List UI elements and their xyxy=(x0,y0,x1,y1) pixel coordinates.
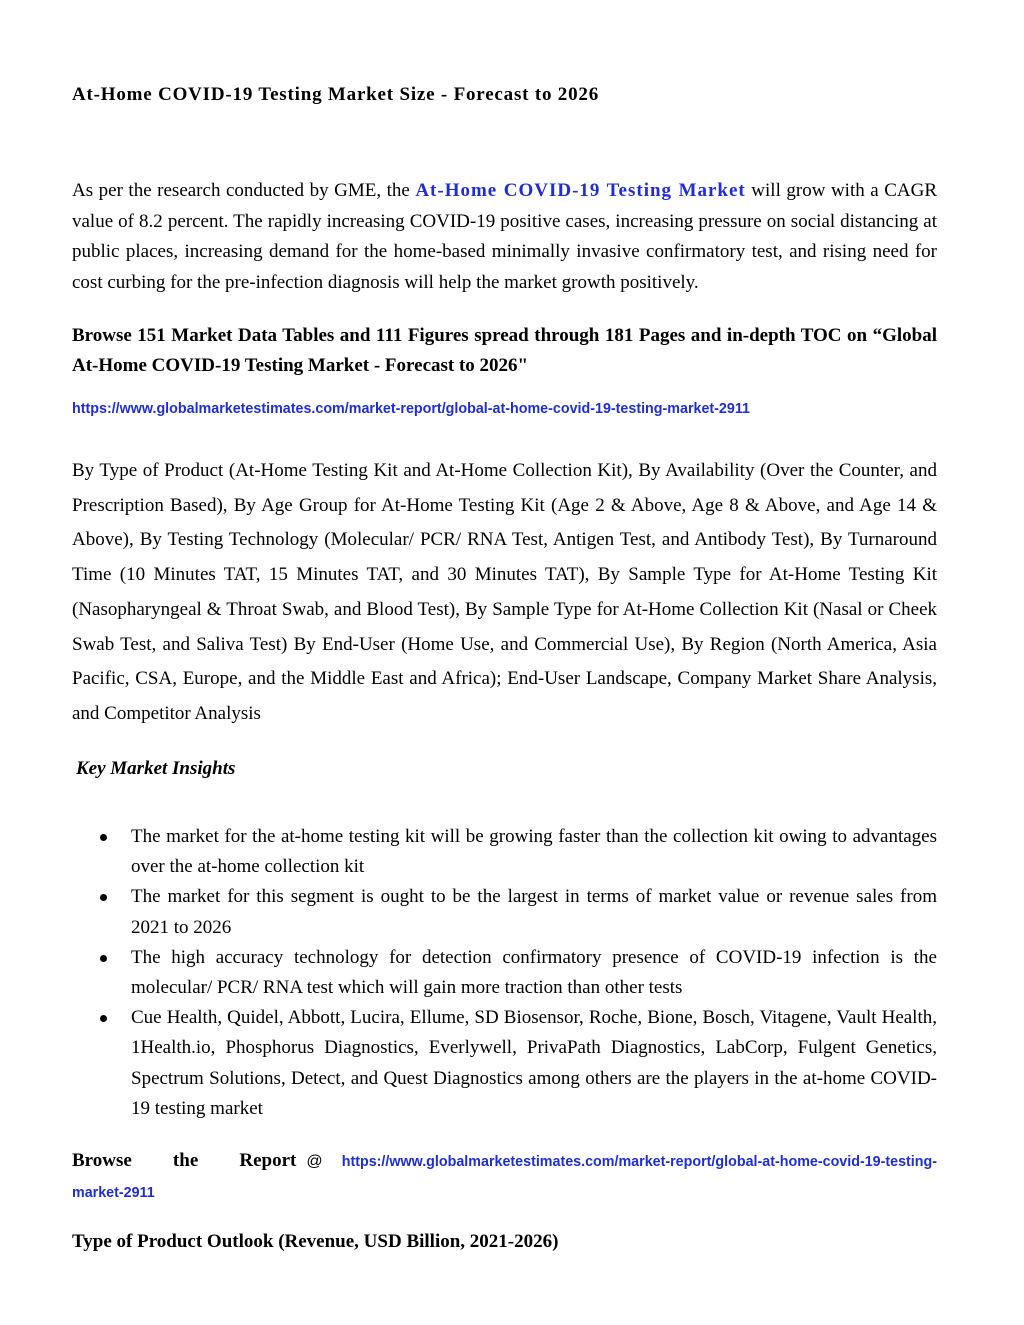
product-outlook-heading: Type of Product Outlook (Revenue, USD Billion, 2021-2026) xyxy=(72,1231,559,1252)
insight-text: The market for this segment is ought to be the largest in terms of market value or revenue sales from 2021 to 2026 xyxy=(131,886,937,938)
segmentation-paragraph: By Type of Product (At-Home Testing Kit and At-Home Collection Kit), By Availability (Over the Counter, and Prescription Based), By Age Group for At-Home Testing Kit (Age 2 & Above, Age 8 & Above, and Age 14 & Above), By Testing Technology (Molecular/ PCR/ RNA Test, Antigen Test, and Antibody Test), By Turnaround Time (10 Minutes TAT, 15 Minutes TAT, and 30 Minutes TAT), By Sample Type for At-Home Testing Kit (Nasopharyngeal & Throat Swab, and Blood Test), By Sample Type for At-Home Collection Kit (Nasal or Cheek Swab Test, and Saliva Test) By End-User (Home Use, and Commercial Use), By Region (North America, Asia Pacific, CSA, Europe, and the Middle East and Africa); End-User Landscape, Company Market Share Analysis, and Competitor Analysis xyxy=(72,460,937,724)
insight-text: The market for the at-home testing kit will be growing faster than the collection kit owing to advantages over the at-home collection kit xyxy=(131,826,937,878)
intro-text-before: As per the research conducted by GME, the xyxy=(72,180,416,201)
report-url-link[interactable]: https://www.globalmarketestimates.com/market-report/global-at-home-covid-19-testing-market-2911 xyxy=(72,401,750,417)
bullet-icon xyxy=(100,834,107,841)
document-title: At-Home COVID-19 Testing Market Size - Forecast to 2026 xyxy=(72,84,600,105)
insight-item xyxy=(100,822,937,882)
insights-list xyxy=(100,822,937,1124)
bullet-icon xyxy=(100,1015,107,1022)
browse-report-link[interactable]: https://www.globalmarketestimates.com/market-report/global-at-home-covid-19-testing-market-2911 xyxy=(72,1154,938,1201)
insight-text: The high accuracy technology for detection confirmatory presence of COVID-19 infection is the molecular/ PCR/ RNA test which will gain more traction than other tests xyxy=(131,946,937,999)
at-symbol: @ xyxy=(306,1153,323,1170)
insight-item xyxy=(100,882,937,942)
intro-text-after: will grow with a CAGR value of 8.2 percent. The rapidly increasing COVID-19 positive cases, increasing pressure on social distancing at public places, increasing demand for the home-based minimally invasive confirmatory test, and rising need for cost curbing for the pre-infection diagnosis will help the market growth positively. xyxy=(72,180,937,293)
intro-paragraph xyxy=(72,176,937,298)
bullet-icon xyxy=(100,955,107,962)
key-insights-heading: Key Market Insights xyxy=(76,758,236,779)
browse-report-paragraph xyxy=(72,1146,937,1208)
browse-tables-paragraph: Browse 151 Market Data Tables and 111 Figures spread through 181 Pages and in-depth TOC on “Global At-Home COVID-19 Testing Market - Forecast to 2026" xyxy=(72,325,937,376)
browse-report-label: Browse the Report xyxy=(72,1150,297,1171)
market-name-link[interactable]: At-Home COVID-19 Testing Market xyxy=(415,180,746,201)
insight-text: Cue Health, Quidel, Abbott, Lucira, Ellume, SD Biosensor, Roche, Bione, Bosch, Vitagene, Vault Health, 1Health.io, Phosphorus Diagnostics, Everlywell, PrivaPath Diagnostics, LabCorp, Fulgent Genetics, Spectrum Solutions, Detect, and Quest Diagnostics among others are the players in the at-home COVID-19 testing market xyxy=(131,1007,937,1119)
bullet-icon xyxy=(100,894,107,901)
insight-item xyxy=(100,943,937,1003)
insight-item xyxy=(100,1003,937,1124)
